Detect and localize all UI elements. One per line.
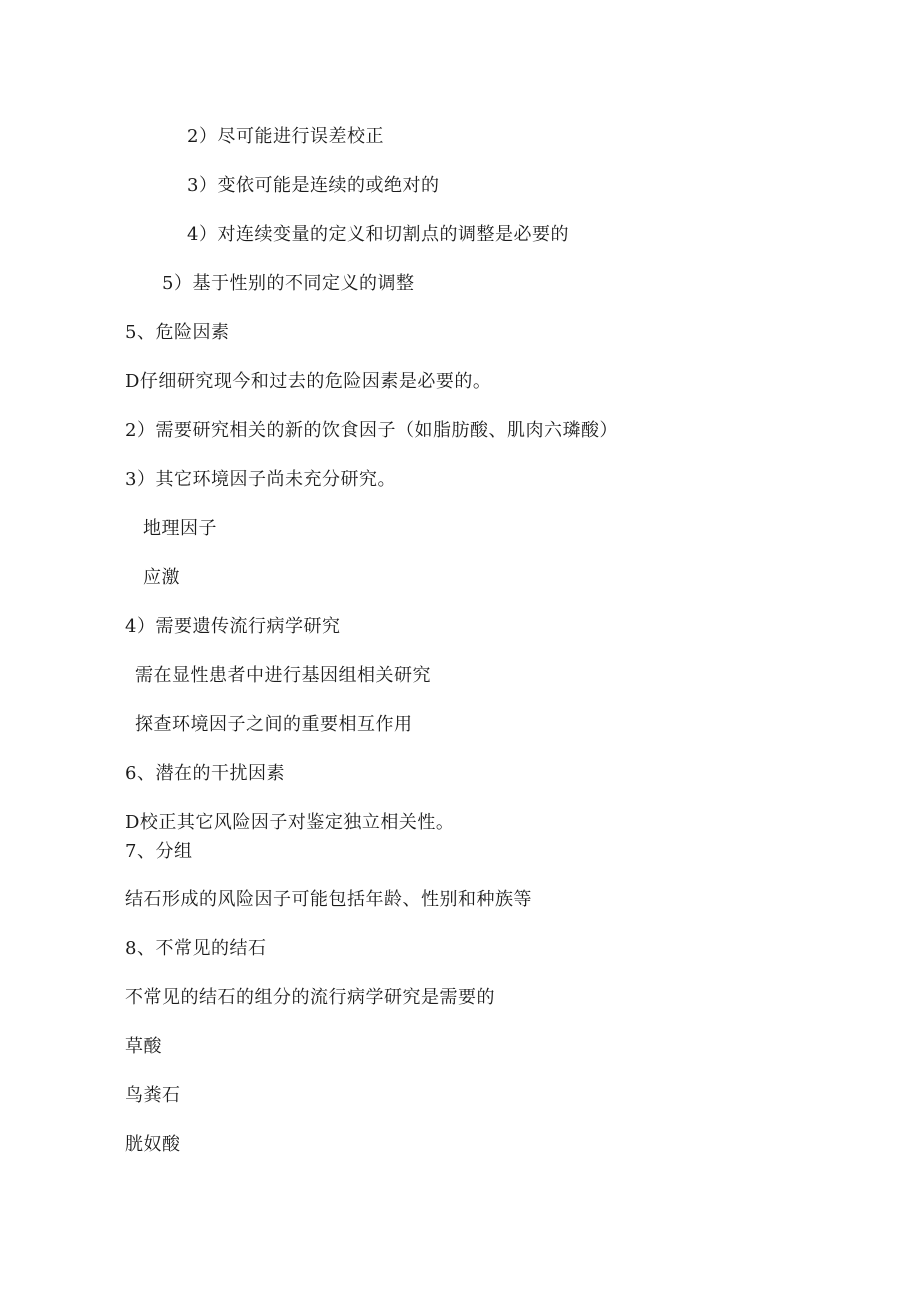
- section-heading: 8、不常见的结石: [125, 938, 267, 959]
- paragraph: 结石形成的风险因子可能包括年龄、性别和种族等: [125, 889, 532, 910]
- list-item: 地理因子: [143, 518, 217, 539]
- section-heading: 5、危险因素: [125, 322, 230, 343]
- list-item: 应激: [143, 567, 180, 588]
- paragraph: D校正其它风险因子对鉴定独立相关性。: [125, 812, 455, 833]
- paragraph: 4）需要遗传流行病学研究: [125, 616, 341, 637]
- list-item: 2）尽可能进行误差校正: [187, 126, 384, 147]
- section-heading: 7、分组: [125, 841, 193, 862]
- paragraph: 不常见的结石的组分的流行病学研究是需要的: [125, 987, 495, 1008]
- section-heading: 6、潜在的干扰因素: [125, 763, 285, 784]
- paragraph: 3）其它环境因子尚未充分研究。: [125, 469, 396, 490]
- list-item: 鸟粪石: [125, 1085, 181, 1106]
- list-item: 4）对连续变量的定义和切割点的调整是必要的: [187, 224, 569, 245]
- paragraph: D仔细研究现今和过去的危险因素是必要的。: [125, 371, 492, 392]
- list-item: 草酸: [125, 1036, 162, 1057]
- list-item: 探查环境因子之间的重要相互作用: [135, 714, 413, 735]
- paragraph: 2）需要研究相关的新的饮食因子（如脂肪酸、肌肉六璘酸）: [125, 420, 618, 441]
- list-item: 需在显性患者中进行基因组相关研究: [135, 665, 431, 686]
- list-item: 胱奴酸: [125, 1134, 181, 1155]
- list-item: 5）基于性别的不同定义的调整: [162, 273, 415, 294]
- list-item: 3）变依可能是连续的或绝对的: [187, 175, 440, 196]
